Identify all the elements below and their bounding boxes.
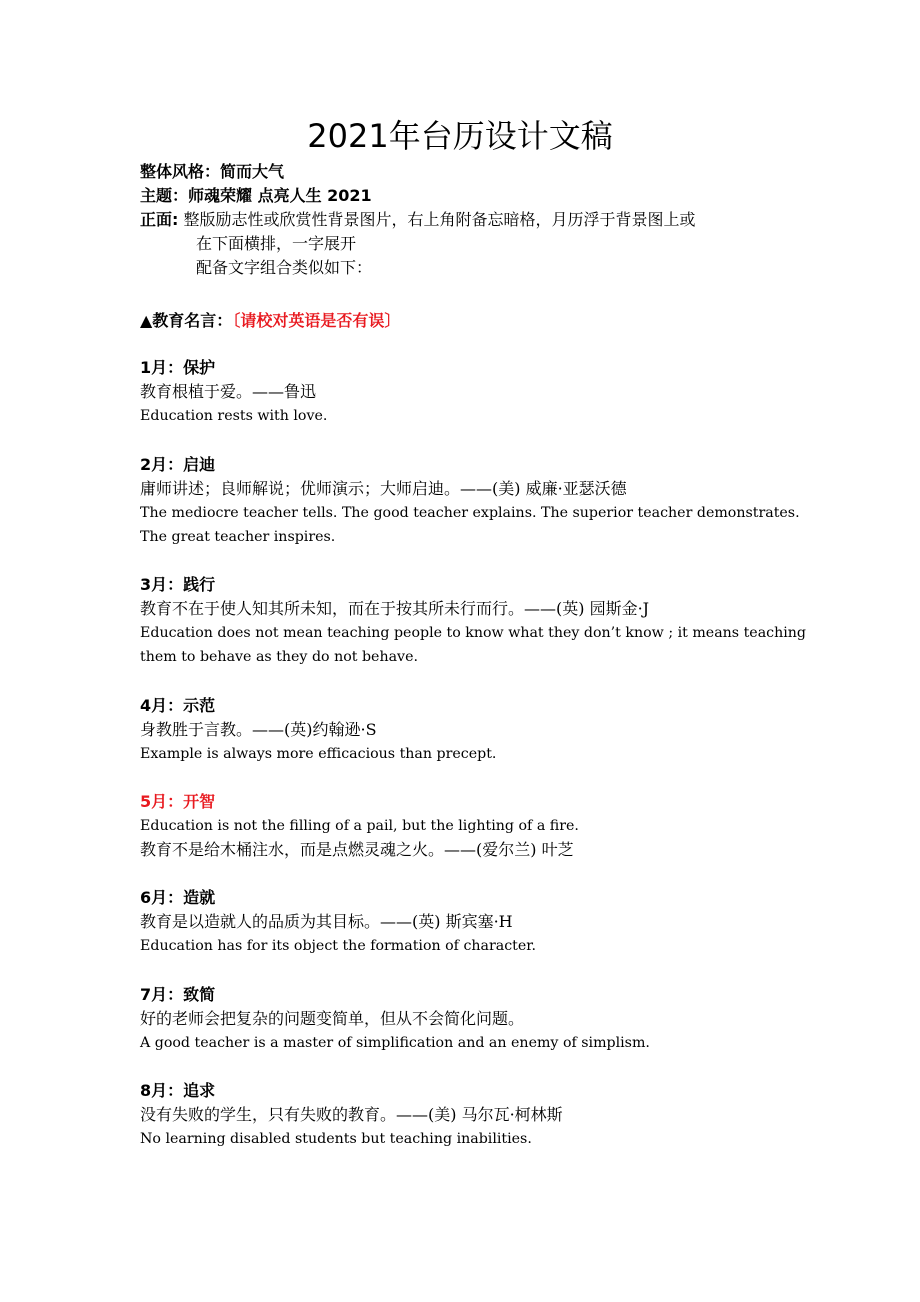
quote-chinese: 教育是以造就人的品质为其目标。——(英) 斯宾塞·H — [140, 912, 513, 931]
style-value: 简而大气 — [220, 162, 285, 181]
month-heading: 3月：践行 — [140, 575, 216, 594]
style-row — [140, 160, 840, 184]
front-line-3: 配备文字组合类似如下： — [196, 258, 373, 277]
quote-chinese: 好的老师会把复杂的问题变简单，但从不会简化问题。 — [140, 1009, 525, 1028]
month-heading: 1月：保护 — [140, 358, 216, 377]
quote-chinese: 身教胜于言教。——(英)约翰逊·S — [140, 720, 377, 739]
month-block-8 — [140, 1079, 830, 1151]
quote-chinese: 庸师讲述；良师解说；优师演示；大师启迪。——(美) 威廉·亚瑟沃德 — [140, 479, 627, 498]
month-heading: 7月：致简 — [140, 985, 216, 1004]
front-line-1: 整版励志性或欣赏性背景图片，右上角附备忘暗格，月历浮于背景图上或 — [183, 210, 696, 229]
front-label: 正面: — [140, 210, 179, 229]
document-title: 2021年台历设计文稿 — [307, 117, 613, 155]
quote-chinese: 教育根植于爱。——鲁迅 — [140, 382, 317, 401]
month-heading: 6月：造就 — [140, 888, 216, 907]
quote-english: Education has for its object the formation of character. — [140, 938, 537, 954]
quote-english: Example is always more efficacious than precept. — [140, 746, 497, 762]
design-meta — [140, 160, 840, 280]
quote-english: Education rests with love. — [140, 408, 328, 424]
month-heading: 8月：追求 — [140, 1081, 216, 1100]
quote-chinese: 教育不在于使人知其所未知，而在于按其所未行而行。——(英) 园斯金·J — [140, 599, 650, 618]
month-heading: 2月：启迪 — [140, 455, 216, 474]
quote-english: Education does not mean teaching people to know what they don’t know ; it means teaching them to behave as they do not behave. — [140, 625, 806, 665]
style-label: 整体风格： — [140, 162, 221, 181]
month-block-5 — [140, 790, 830, 862]
month-heading: 4月：示范 — [140, 696, 216, 715]
proofread-note: 〔请校对英语是否有误〕 — [232, 311, 401, 330]
quote-english: A good teacher is a master of simplification and an enemy of simplism. — [140, 1035, 650, 1051]
quotes-section-heading — [140, 309, 400, 333]
theme-row — [140, 184, 840, 208]
month-block-7 — [140, 983, 830, 1055]
quote-english: Education is not the filling of a pail, but the lighting of a fire. — [140, 818, 579, 834]
quote-english: No learning disabled students but teaching inabilities. — [140, 1131, 532, 1147]
front-row — [140, 208, 840, 232]
section-label: ▲教育名言： — [140, 311, 233, 330]
quote-chinese: 教育不是给木桶注水，而是点燃灵魂之火。——(爱尔兰) 叶芝 — [140, 840, 574, 859]
theme-value: 师魂荣耀 点亮人生 2021 — [188, 186, 372, 205]
month-block-3 — [140, 573, 830, 669]
quote-chinese: 没有失败的学生，只有失败的教育。——(美) 马尔瓦·柯林斯 — [140, 1105, 563, 1124]
front-line-2: 在下面横排，一字展开 — [196, 234, 357, 253]
month-block-4 — [140, 694, 830, 766]
month-block-6 — [140, 886, 830, 958]
quote-english: The mediocre teacher tells. The good teacher explains. The superior teacher demonstrates. The great teacher inspires. — [140, 505, 800, 545]
month-block-1 — [140, 356, 830, 428]
month-heading: 5月：开智 — [140, 792, 216, 811]
theme-label: 主题： — [140, 186, 189, 205]
month-block-2 — [140, 453, 830, 549]
